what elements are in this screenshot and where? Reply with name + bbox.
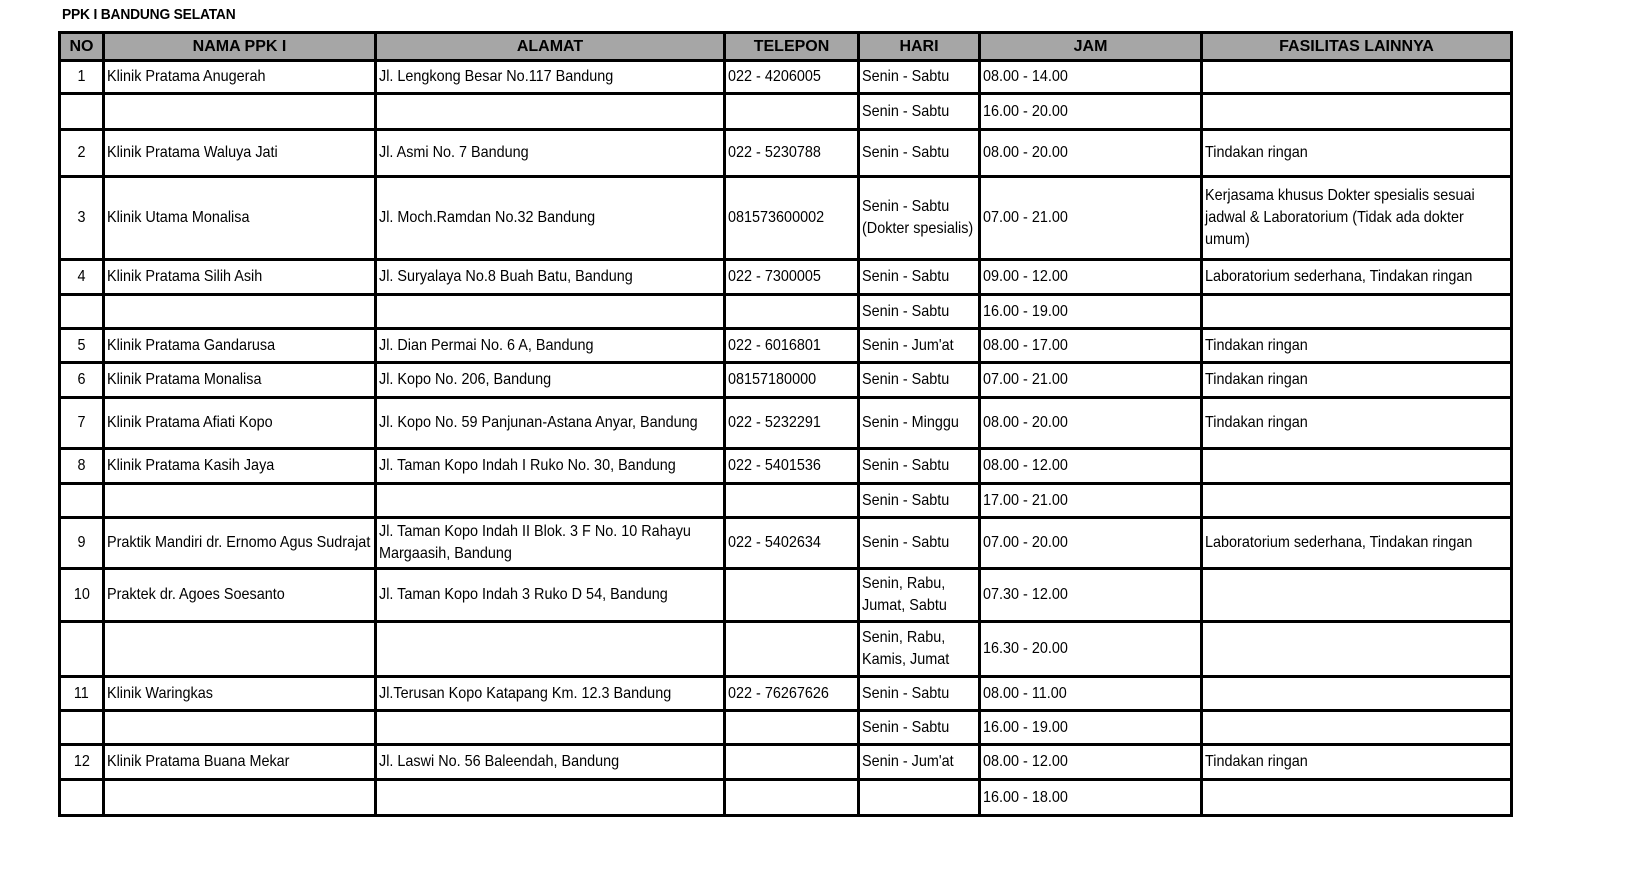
cell-no-text: 6 — [77, 371, 86, 388]
cell-jam — [980, 711, 1202, 745]
cell-alamat — [376, 363, 725, 398]
cell-jam-text: 07.00 - 21.00 — [983, 371, 1068, 388]
cell-no-text: 9 — [77, 534, 86, 551]
cell-jam-text: 17.00 - 21.00 — [983, 491, 1068, 509]
table-row — [60, 622, 1512, 677]
cell-hari — [859, 61, 980, 94]
table-row — [60, 780, 1512, 816]
cell-jam — [980, 363, 1202, 398]
cell-telepon-text: 022 - 5230788 — [728, 144, 821, 161]
cell-telepon — [725, 745, 859, 780]
sheet-title: PPK I BANDUNG SELATAN — [62, 6, 236, 23]
cell-hari — [859, 677, 980, 711]
cell-alamat — [376, 518, 725, 569]
table-row — [60, 449, 1512, 484]
cell-fasilitas — [1202, 449, 1512, 484]
cell-no-text: 4 — [77, 268, 86, 285]
cell-jam-text: 07.00 - 20.00 — [983, 534, 1068, 551]
cell-no — [60, 61, 104, 94]
cell-jam — [980, 130, 1202, 177]
cell-telepon-text: 08157180000 — [728, 371, 817, 388]
cell-telepon — [725, 61, 859, 94]
cell-telepon — [725, 329, 859, 363]
cell-telepon-text: 081573600002 — [728, 209, 825, 226]
cell-hari-text: Senin - Sabtu — [862, 684, 950, 702]
cell-alamat — [376, 94, 725, 130]
cell-telepon-text: 022 - 5232291 — [728, 414, 821, 431]
cell-jam-text: 16.00 - 18.00 — [983, 788, 1068, 806]
cell-nama-text: Klinik Pratama Gandarusa — [107, 336, 276, 354]
cell-alamat-text: Jl. Taman Kopo Indah II Blok. 3 F No. 10 Rahayu Margaasih, Bandung — [379, 523, 691, 562]
cell-jam — [980, 569, 1202, 622]
cell-jam-text: 09.00 - 12.00 — [983, 268, 1068, 285]
cell-no — [60, 569, 104, 622]
cell-no-text: 5 — [77, 336, 86, 354]
cell-hari-text: Senin - Sabtu — [862, 302, 950, 320]
cell-hari — [859, 745, 980, 780]
cell-jam-text: 16.00 - 20.00 — [983, 102, 1068, 120]
cell-alamat — [376, 745, 725, 780]
cell-jam — [980, 61, 1202, 94]
cell-jam — [980, 622, 1202, 677]
cell-no — [60, 677, 104, 711]
cell-hari-text: Senin - Jum'at — [862, 753, 954, 770]
cell-telepon — [725, 177, 859, 260]
table-row — [60, 61, 1512, 94]
cell-fasilitas — [1202, 518, 1512, 569]
cell-hari-text: Senin, Rabu, Kamis, Jumat — [862, 629, 950, 668]
cell-fasilitas-text: Laboratorium sederhana, Tindakan ringan — [1205, 534, 1473, 551]
cell-hari — [859, 398, 980, 449]
cell-fasilitas — [1202, 177, 1512, 260]
cell-alamat — [376, 260, 725, 295]
cell-fasilitas — [1202, 130, 1512, 177]
cell-no — [60, 260, 104, 295]
cell-telepon-text: 022 - 7300005 — [728, 268, 821, 285]
cell-hari-text: Senin - Sabtu — [862, 718, 950, 736]
cell-no — [60, 363, 104, 398]
cell-hari-text: Senin - Sabtu — [862, 457, 950, 474]
table-row — [60, 398, 1512, 449]
cell-no — [60, 780, 104, 816]
cell-hari — [859, 260, 980, 295]
cell-hari — [859, 711, 980, 745]
cell-nama-text: Klinik Pratama Silih Asih — [107, 268, 263, 285]
cell-fasilitas — [1202, 94, 1512, 130]
cell-alamat — [376, 398, 725, 449]
cell-alamat-text: Jl.Terusan Kopo Katapang Km. 12.3 Bandung — [379, 684, 672, 702]
cell-jam-text: 08.00 - 11.00 — [983, 684, 1067, 702]
cell-hari-text: Senin - Jum'at — [862, 336, 954, 354]
cell-jam-text: 16.30 - 20.00 — [983, 640, 1068, 657]
cell-nama-text: Klinik Pratama Anugerah — [107, 68, 266, 85]
col-header-fasilitas: FASILITAS LAINNYA — [1202, 33, 1512, 61]
table-row — [60, 518, 1512, 569]
cell-nama — [104, 177, 376, 260]
cell-jam — [980, 295, 1202, 329]
cell-no-text: 3 — [77, 209, 86, 226]
cell-alamat-text: Jl. Taman Kopo Indah 3 Ruko D 54, Bandung — [379, 586, 668, 603]
cell-fasilitas-text: Tindakan ringan — [1205, 753, 1308, 770]
cell-no — [60, 295, 104, 329]
cell-fasilitas — [1202, 398, 1512, 449]
cell-nama — [104, 484, 376, 518]
cell-alamat — [376, 329, 725, 363]
cell-no — [60, 398, 104, 449]
cell-telepon — [725, 677, 859, 711]
cell-telepon-text: 022 - 4206005 — [728, 68, 821, 85]
table-row — [60, 363, 1512, 398]
cell-telepon — [725, 484, 859, 518]
cell-telepon — [725, 398, 859, 449]
cell-fasilitas — [1202, 622, 1512, 677]
cell-fasilitas — [1202, 260, 1512, 295]
cell-fasilitas — [1202, 780, 1512, 816]
cell-hari-text: Senin - Minggu — [862, 414, 959, 431]
cell-telepon — [725, 94, 859, 130]
cell-no — [60, 518, 104, 569]
cell-hari — [859, 329, 980, 363]
cell-nama — [104, 677, 376, 711]
cell-hari-text: Senin - Sabtu — [862, 68, 950, 85]
cell-jam-text: 08.00 - 12.00 — [983, 457, 1068, 474]
cell-telepon-text: 022 - 76267626 — [728, 684, 829, 702]
cell-fasilitas — [1202, 484, 1512, 518]
cell-nama — [104, 260, 376, 295]
cell-nama-text: Klinik Pratama Monalisa — [107, 371, 262, 388]
cell-alamat-text: Jl. Kopo No. 206, Bandung — [379, 371, 552, 388]
cell-telepon — [725, 569, 859, 622]
cell-no — [60, 745, 104, 780]
cell-hari-text: Senin - Sabtu — [862, 144, 950, 161]
cell-no-text: 8 — [77, 457, 86, 474]
cell-jam — [980, 518, 1202, 569]
cell-nama-text: Klinik Utama Monalisa — [107, 209, 250, 226]
cell-jam — [980, 260, 1202, 295]
cell-alamat-text: Jl. Kopo No. 59 Panjunan-Astana Anyar, Bandung — [379, 414, 698, 431]
cell-no — [60, 622, 104, 677]
cell-fasilitas-text: Laboratorium sederhana, Tindakan ringan — [1205, 268, 1473, 285]
cell-nama — [104, 745, 376, 780]
cell-alamat — [376, 677, 725, 711]
cell-fasilitas-text: Tindakan ringan — [1205, 336, 1308, 354]
col-header-no: NO — [60, 33, 104, 61]
cell-no-text: 11 — [74, 684, 89, 702]
cell-nama — [104, 398, 376, 449]
cell-no-text: 12 — [73, 753, 90, 770]
cell-nama — [104, 449, 376, 484]
cell-alamat-text: Jl. Suryalaya No.8 Buah Batu, Bandung — [379, 268, 633, 285]
cell-nama-text: Klinik Pratama Waluya Jati — [107, 144, 278, 161]
cell-hari — [859, 130, 980, 177]
cell-no — [60, 449, 104, 484]
cell-jam — [980, 484, 1202, 518]
cell-no — [60, 329, 104, 363]
cell-hari-text: Senin - Sabtu — [862, 371, 950, 388]
cell-jam-text: 08.00 - 20.00 — [983, 414, 1068, 431]
cell-telepon-text: 022 - 5401536 — [728, 457, 821, 474]
cell-telepon-text: 022 - 5402634 — [728, 534, 821, 551]
cell-jam — [980, 780, 1202, 816]
cell-alamat-text: Jl. Moch.Ramdan No.32 Bandung — [379, 209, 596, 226]
cell-jam — [980, 329, 1202, 363]
cell-alamat — [376, 449, 725, 484]
cell-fasilitas — [1202, 745, 1512, 780]
cell-no — [60, 711, 104, 745]
cell-hari — [859, 94, 980, 130]
cell-hari-text: Senin - Sabtu (Dokter spesialis) — [862, 198, 974, 237]
cell-fasilitas — [1202, 363, 1512, 398]
table-row — [60, 484, 1512, 518]
cell-jam-text: 16.00 - 19.00 — [983, 302, 1068, 320]
cell-jam — [980, 449, 1202, 484]
cell-hari — [859, 449, 980, 484]
cell-fasilitas — [1202, 329, 1512, 363]
table-row — [60, 94, 1512, 130]
cell-alamat — [376, 130, 725, 177]
cell-nama — [104, 363, 376, 398]
cell-fasilitas-text: Tindakan ringan — [1205, 414, 1308, 431]
cell-no-text: 10 — [73, 586, 90, 603]
table-row — [60, 745, 1512, 780]
cell-nama — [104, 622, 376, 677]
cell-telepon — [725, 363, 859, 398]
cell-telepon — [725, 260, 859, 295]
cell-telepon — [725, 780, 859, 816]
table-row — [60, 260, 1512, 295]
cell-alamat — [376, 780, 725, 816]
table-row — [60, 569, 1512, 622]
cell-jam-text: 08.00 - 14.00 — [983, 68, 1068, 85]
cell-fasilitas — [1202, 711, 1512, 745]
cell-jam-text: 08.00 - 17.00 — [983, 336, 1068, 354]
cell-nama — [104, 518, 376, 569]
cell-jam-text: 08.00 - 12.00 — [983, 753, 1068, 770]
table-row — [60, 295, 1512, 329]
cell-jam — [980, 677, 1202, 711]
cell-nama-text: Praktik Mandiri dr. Ernomo Agus Sudrajat — [107, 534, 371, 551]
cell-fasilitas — [1202, 677, 1512, 711]
cell-hari-text: Senin - Sabtu — [862, 268, 950, 285]
cell-telepon — [725, 518, 859, 569]
cell-jam-text: 08.00 - 20.00 — [983, 144, 1068, 161]
cell-alamat — [376, 177, 725, 260]
cell-nama-text: Klinik Pratama Kasih Jaya — [107, 457, 275, 474]
cell-hari — [859, 177, 980, 260]
cell-alamat — [376, 61, 725, 94]
cell-jam-text: 07.00 - 21.00 — [983, 209, 1068, 226]
col-header-alamat: ALAMAT — [376, 33, 725, 61]
table-row — [60, 711, 1512, 745]
cell-no — [60, 177, 104, 260]
cell-hari-text: Senin, Rabu, Jumat, Sabtu — [862, 575, 947, 614]
cell-hari — [859, 363, 980, 398]
table-row — [60, 329, 1512, 363]
cell-nama — [104, 130, 376, 177]
col-header-telepon: TELEPON — [725, 33, 859, 61]
cell-nama — [104, 329, 376, 363]
cell-telepon — [725, 711, 859, 745]
cell-alamat — [376, 295, 725, 329]
cell-alamat-text: Jl. Lengkong Besar No.117 Bandung — [379, 68, 614, 85]
cell-nama-text: Klinik Pratama Afiati Kopo — [107, 414, 273, 431]
cell-no-text: 2 — [77, 144, 86, 161]
cell-hari-text: Senin - Sabtu — [862, 102, 950, 120]
cell-jam — [980, 398, 1202, 449]
cell-fasilitas-text: Kerjasama khusus Dokter spesialis sesuai jadwal & Laboratorium (Tidak ada dokter umum) — [1205, 187, 1475, 248]
cell-hari — [859, 569, 980, 622]
cell-nama-text: Klinik Pratama Buana Mekar — [107, 753, 290, 770]
cell-alamat-text: Jl. Asmi No. 7 Bandung — [379, 144, 529, 161]
table-row — [60, 677, 1512, 711]
cell-jam — [980, 177, 1202, 260]
cell-no — [60, 94, 104, 130]
cell-alamat — [376, 711, 725, 745]
cell-nama — [104, 780, 376, 816]
header-row — [60, 33, 1512, 61]
cell-no-text: 7 — [77, 414, 86, 431]
cell-fasilitas — [1202, 569, 1512, 622]
cell-alamat-text: Jl. Dian Permai No. 6 A, Bandung — [379, 336, 594, 354]
cell-nama — [104, 61, 376, 94]
col-header-jam: JAM — [980, 33, 1202, 61]
cell-fasilitas-text: Tindakan ringan — [1205, 371, 1308, 388]
cell-hari — [859, 484, 980, 518]
cell-nama-text: Klinik Waringkas — [107, 684, 213, 702]
cell-hari-text: Senin - Sabtu — [862, 534, 950, 551]
cell-hari-text: Senin - Sabtu — [862, 491, 950, 509]
cell-hari — [859, 295, 980, 329]
cell-telepon — [725, 295, 859, 329]
cell-jam — [980, 745, 1202, 780]
cell-jam-text: 16.00 - 19.00 — [983, 718, 1068, 736]
cell-alamat — [376, 569, 725, 622]
ppk-table — [58, 31, 1513, 817]
cell-nama — [104, 295, 376, 329]
cell-no — [60, 130, 104, 177]
cell-telepon — [725, 449, 859, 484]
cell-jam — [980, 94, 1202, 130]
cell-nama — [104, 711, 376, 745]
cell-jam-text: 07.30 - 12.00 — [983, 586, 1068, 603]
cell-alamat — [376, 622, 725, 677]
cell-fasilitas-text: Tindakan ringan — [1205, 144, 1308, 161]
cell-telepon — [725, 622, 859, 677]
cell-hari — [859, 780, 980, 816]
cell-nama — [104, 569, 376, 622]
col-header-hari: HARI — [859, 33, 980, 61]
cell-telepon — [725, 130, 859, 177]
cell-fasilitas — [1202, 295, 1512, 329]
cell-alamat-text: Jl. Laswi No. 56 Baleendah, Bandung — [379, 753, 620, 770]
cell-hari — [859, 622, 980, 677]
table-row — [60, 177, 1512, 260]
cell-fasilitas — [1202, 61, 1512, 94]
cell-alamat-text: Jl. Taman Kopo Indah I Ruko No. 30, Bandung — [379, 457, 676, 474]
cell-no-text: 1 — [77, 68, 86, 85]
cell-nama — [104, 94, 376, 130]
cell-nama-text: Praktek dr. Agoes Soesanto — [107, 586, 285, 603]
col-header-nama: NAMA PPK I — [104, 33, 376, 61]
cell-no — [60, 484, 104, 518]
cell-hari — [859, 518, 980, 569]
cell-alamat — [376, 484, 725, 518]
cell-telepon-text: 022 - 6016801 — [728, 336, 821, 354]
table-row — [60, 130, 1512, 177]
